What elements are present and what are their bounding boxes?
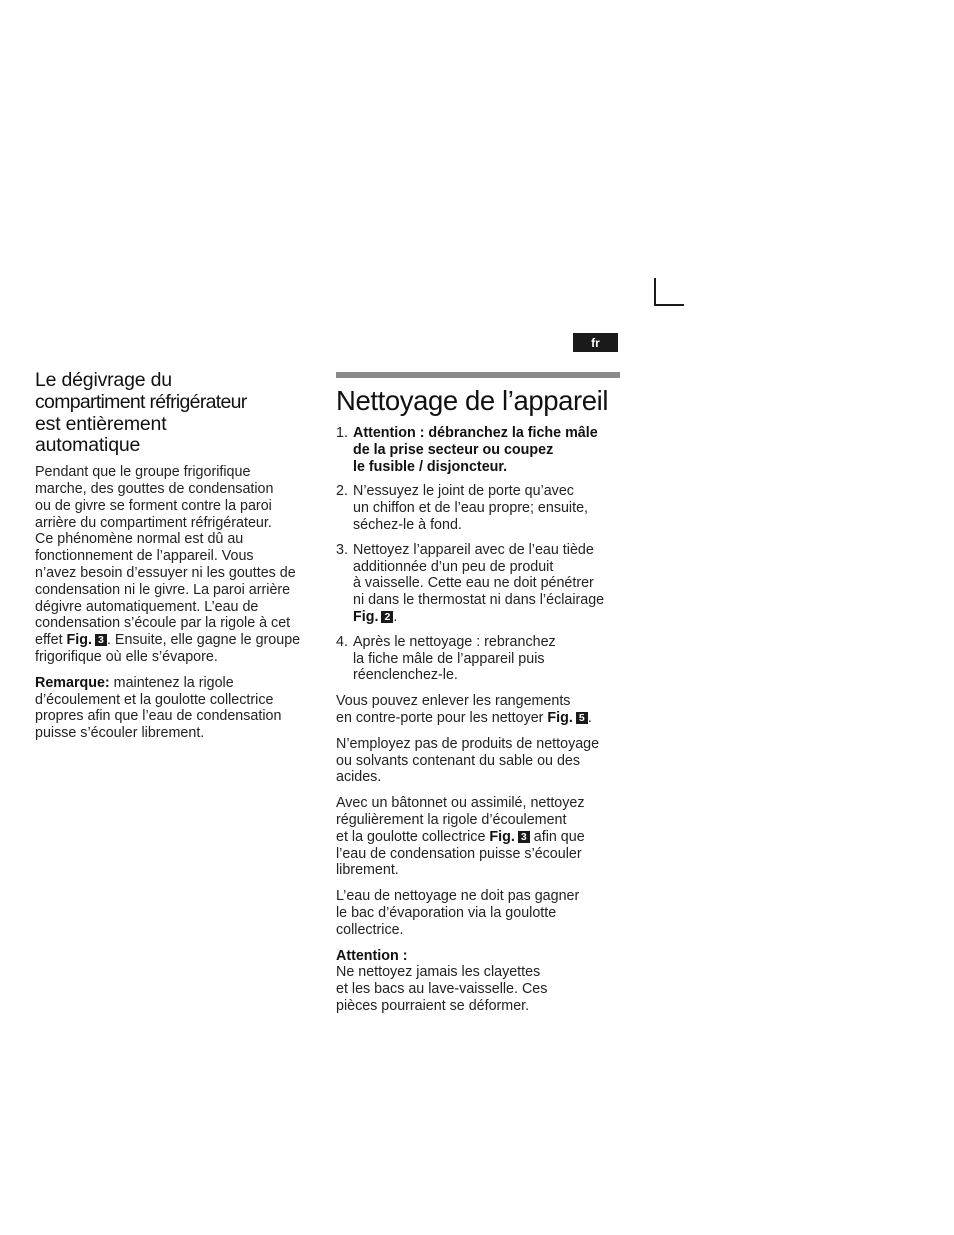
attention-heading: Attention : bbox=[336, 947, 408, 964]
text: . bbox=[587, 709, 592, 726]
step-number: 2. bbox=[336, 483, 348, 500]
text-line: fonctionnement de l’appareil. Vous bbox=[35, 548, 254, 565]
text-line-with-figure bbox=[336, 710, 620, 727]
text-line: additionnée d’un peu de produit bbox=[353, 558, 554, 575]
language-badge: fr bbox=[573, 333, 618, 352]
text-line: condensation s’écoule par la rigole à cet bbox=[35, 615, 291, 632]
text-line: marche, des gouttes de condensation bbox=[35, 480, 274, 497]
step-number: 1. bbox=[336, 425, 348, 441]
text-line: N’essuyez le joint de porte qu’avec bbox=[353, 483, 574, 500]
figure-line bbox=[353, 609, 620, 626]
products-paragraph bbox=[336, 736, 620, 786]
step-item bbox=[336, 425, 620, 475]
defrost-heading bbox=[35, 370, 320, 457]
text-line: L’eau de nettoyage ne doit pas gagner bbox=[336, 888, 580, 905]
text-line: Pendant que le groupe frigorifique bbox=[35, 464, 251, 481]
text-line: ou solvants contenant du sable ou des bbox=[336, 752, 581, 769]
rangements-paragraph bbox=[336, 693, 620, 727]
right-column bbox=[336, 372, 620, 1024]
text: . Ensuite, elle gagne le groupe bbox=[106, 632, 301, 649]
evaporation-paragraph bbox=[336, 888, 620, 938]
heading-line: automatique bbox=[35, 434, 141, 457]
step-item bbox=[336, 483, 620, 533]
text-line: Nettoyez l’appareil avec de l’eau tiède bbox=[353, 541, 594, 558]
text-line: Avec un bâtonnet ou assimilé, nettoyez bbox=[336, 795, 585, 812]
step-item bbox=[336, 634, 620, 684]
text-line: l’eau de condensation puisse s’écouler bbox=[336, 845, 582, 862]
text-line: frigorifique où elle s’évapore. bbox=[35, 648, 218, 665]
text-line: ni dans le thermostat ni dans l’éclairage bbox=[353, 592, 605, 609]
text: et la goulotte collectrice bbox=[336, 828, 490, 845]
text-line: Ce phénomène normal est dû au bbox=[35, 531, 244, 548]
text-line: Attention : débranchez la fiche mâle bbox=[353, 425, 598, 441]
text-line: acides. bbox=[336, 769, 382, 786]
remark-paragraph bbox=[35, 675, 320, 742]
text-line-with-figure bbox=[336, 829, 620, 846]
figure-number-badge: 3 bbox=[95, 634, 107, 646]
cleaning-steps bbox=[336, 425, 620, 684]
text-line: librement. bbox=[336, 862, 399, 879]
defrost-paragraph bbox=[35, 464, 320, 666]
figure-reference: Fig. bbox=[353, 608, 379, 625]
cleaning-title: Nettoyage de l’appareil bbox=[336, 385, 609, 416]
crop-mark-horizontal bbox=[654, 304, 684, 306]
text-line: le fusible / disjoncteur. bbox=[353, 458, 508, 475]
remark-label: Remarque: bbox=[35, 674, 110, 691]
text-line: propres afin que l’eau de condensation bbox=[35, 708, 282, 725]
text-line: séchez-le à fond. bbox=[353, 516, 462, 533]
text: en contre-porte pour les nettoyer bbox=[336, 709, 548, 726]
left-column bbox=[35, 370, 320, 751]
text: afin que bbox=[529, 828, 585, 845]
text-line: Ne nettoyez jamais les clayettes bbox=[336, 964, 541, 981]
heading-line: Le dégivrage du bbox=[35, 369, 172, 391]
baton-paragraph bbox=[336, 795, 620, 879]
text-line: pièces pourraient se déformer. bbox=[336, 997, 530, 1014]
text-line: à vaisselle. Cette eau ne doit pénétrer bbox=[353, 575, 594, 592]
figure-reference: Fig. bbox=[489, 828, 515, 845]
heading-line: est entièrement bbox=[35, 412, 167, 435]
step-item bbox=[336, 542, 620, 626]
heading-line: compartiment réfrigérateur bbox=[35, 390, 247, 413]
text-line: le bac d’évaporation via la goulotte bbox=[336, 904, 557, 921]
text-line: et les bacs au lave-vaisselle. Ces bbox=[336, 981, 548, 998]
text-line: régulièrement la rigole d’écoulement bbox=[336, 811, 567, 828]
text: . bbox=[393, 608, 398, 625]
text-line: N’employez pas de produits de nettoyage bbox=[336, 735, 600, 752]
text-line: collectrice. bbox=[336, 921, 404, 938]
text: maintenez la rigole bbox=[109, 674, 234, 691]
section-rule bbox=[336, 372, 620, 378]
text-line: n’avez besoin d’essuyer ni les gouttes de bbox=[35, 564, 296, 581]
figure-number-badge: 5 bbox=[576, 712, 588, 724]
text-line: réenclenchez-le. bbox=[353, 667, 458, 684]
text-line-with-figure bbox=[35, 632, 320, 649]
figure-reference: Fig. bbox=[547, 709, 573, 726]
text-line: de la prise secteur ou coupez bbox=[353, 441, 554, 458]
figure-reference: Fig. bbox=[66, 632, 92, 649]
text-line: Après le nettoyage : rebranchez bbox=[353, 633, 556, 650]
text-line: condensation ni le givre. La paroi arrière bbox=[35, 581, 291, 598]
text-line: Vous pouvez enlever les rangements bbox=[336, 693, 571, 710]
step-number: 4. bbox=[336, 633, 348, 650]
text-line: arrière du compartiment réfrigérateur. bbox=[35, 514, 272, 531]
text-line: puisse s’écouler librement. bbox=[35, 725, 205, 742]
text-line: la fiche mâle de l’appareil puis bbox=[353, 650, 545, 667]
text-line: d’écoulement et la goulotte collectrice bbox=[35, 691, 274, 708]
text-line: ou de givre se forment contre la paroi bbox=[35, 497, 272, 514]
step-number: 3. bbox=[336, 541, 348, 558]
crop-mark-vertical bbox=[654, 278, 656, 306]
attention-paragraph bbox=[336, 948, 620, 1015]
text: effet bbox=[35, 632, 67, 649]
figure-number-badge: 3 bbox=[518, 831, 530, 843]
remark-first-line bbox=[35, 675, 320, 692]
figure-number-badge: 2 bbox=[381, 611, 393, 623]
text-line: un chiffon et de l’eau propre; ensuite, bbox=[353, 500, 589, 517]
text-line: dégivre automatiquement. L’eau de bbox=[35, 598, 259, 615]
